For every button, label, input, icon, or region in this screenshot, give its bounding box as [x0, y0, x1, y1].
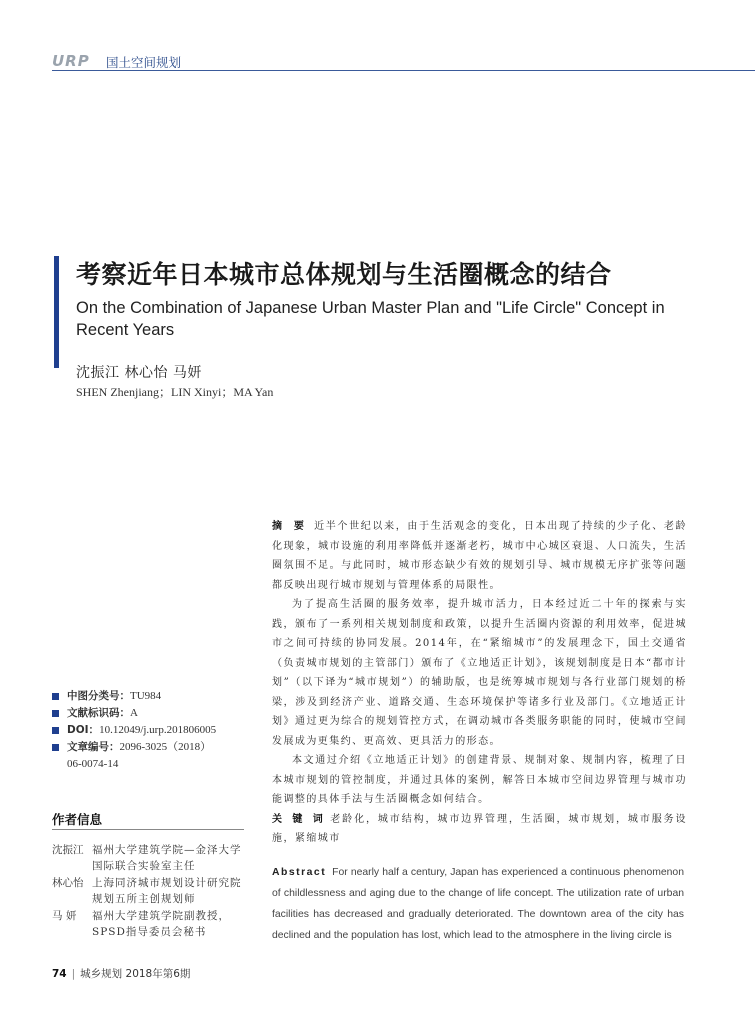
abstract-en-text: For nearly half a century, Japan has experienced a continuous phenomenon of childlessness and aging due to the change of life concept. The utilization rate of urban facilities has decreased and gradually deteriorated. The downtown area of the city has declined and the population has lost, which lead to the atmosphere in the living circle is — [272, 867, 684, 941]
bullet-square-icon — [52, 727, 59, 734]
author-entry — [52, 875, 252, 907]
abstract-paragraph: 摘 要 近半个世纪以来，由于生活观念的变化，日本出现了持续的少子化、老龄化现象，城市设施的利用率降低并逐渐老朽，城市中心城区衰退、人口流失，生活圈氛围不足。与此同时，城市形态缺少有效的规划引导、城市规模无序扩张等问题都反映出现行城市规划与管理体系的局限性。 — [272, 521, 687, 591]
keywords: 关 键 词 老龄化，城市结构，城市边界管理，生活圈，城市规划，城市服务设施，紧缩城市 — [272, 813, 687, 844]
title-accent-bar — [54, 256, 59, 368]
author-info-divider — [52, 829, 244, 830]
journal-logo: URP — [52, 52, 90, 70]
bullet-square-icon — [52, 693, 59, 700]
page-footer — [52, 966, 190, 981]
abstract-en — [272, 862, 684, 946]
meta-document-code: 文献标识码：A — [52, 705, 252, 722]
author-entry — [52, 908, 252, 940]
abstract-paragraph: 本文通过介绍《立地适正计划》的创建背景、规制对象、规制内容，梳理了日本城市规划的管控制度，并通过具体的案例，解答日本城市空间边界管理与城市功能调整的具体手法与生活圈概念如何结合。 — [272, 755, 687, 805]
keywords-label: 关 键 词 — [272, 813, 327, 825]
author-name: 马 妍 — [52, 910, 77, 922]
author-info-heading: 作者信息 — [52, 812, 103, 827]
meta-classification: 中图分类号：TU984 — [52, 688, 252, 705]
abstract-paragraph: 为了提高生活圈的服务效率，提升城市活力，日本经过近二十年的探索与实践，颁布了一系列相关规划制度和政策，以提升生活圈内资源的利用效率，促进城市之间可持续的协同发展。2014年，在“紧缩城市”的发展理念下，国土交通省（负责城市规划的主管部门）颁布了《立地适正计划》，该规划制度是日本“都市计划”（以下译为“城市规划”）的辅助版，也是统筹城市规划与各行业部门规划的桥梁，涉及到经济产业、道路交通、生态环境保护等诸多行业及部门。《立地适正计划》通过更为综合的规划管控方式，在调动城市各类服务职能的同时，使城市空间发展成为更集约、更高效、更具活力的形态。 — [272, 599, 687, 747]
abstract-label: 摘 要 — [272, 521, 309, 532]
meta-article-number-cont: 06-0074-14 — [67, 758, 119, 770]
bullet-square-icon — [52, 744, 59, 751]
author-affiliation: 福州大学建筑学院副教授，SPSD指导委员会秘书 — [92, 910, 230, 938]
article-title-en: On the Combination of Japanese Urban Master Plan and "Life Circle" Concept in Recent Years — [76, 299, 665, 339]
abstract-zh — [272, 517, 687, 849]
author-entry — [52, 842, 252, 874]
article-title-zh: 考察近年日本城市总体规划与生活圈概念的结合 — [76, 260, 612, 289]
footer-separator: | — [71, 968, 76, 980]
bullet-square-icon — [52, 710, 59, 717]
author-affiliation: 福州大学建筑学院—金泽大学国际联合实验室主任 — [92, 844, 242, 872]
author-name: 林心怡 — [52, 877, 84, 889]
author-affiliation: 上海同济城市规划设计研究院规划五所主创规划师 — [92, 877, 242, 905]
journal-issue: 城乡规划 2018年第6期 — [80, 968, 191, 980]
section-title: 国土空间规划 — [106, 55, 182, 70]
authors-zh: 沈振江 林心怡 马妍 — [76, 365, 202, 381]
article-meta — [52, 688, 252, 773]
author-name: 沈振江 — [52, 844, 84, 856]
meta-doi: DOI：10.12049/j.urp.201806005 — [52, 722, 252, 739]
page-number: 74 — [52, 968, 67, 980]
author-info-list — [52, 842, 252, 941]
header-divider — [52, 70, 755, 71]
authors-en: SHEN Zhenjiang；LIN Xinyi；MA Yan — [76, 385, 274, 399]
abstract-en-label: Abstract — [272, 867, 327, 878]
meta-article-number: 文章编号：2096-3025（2018） — [52, 739, 252, 756]
